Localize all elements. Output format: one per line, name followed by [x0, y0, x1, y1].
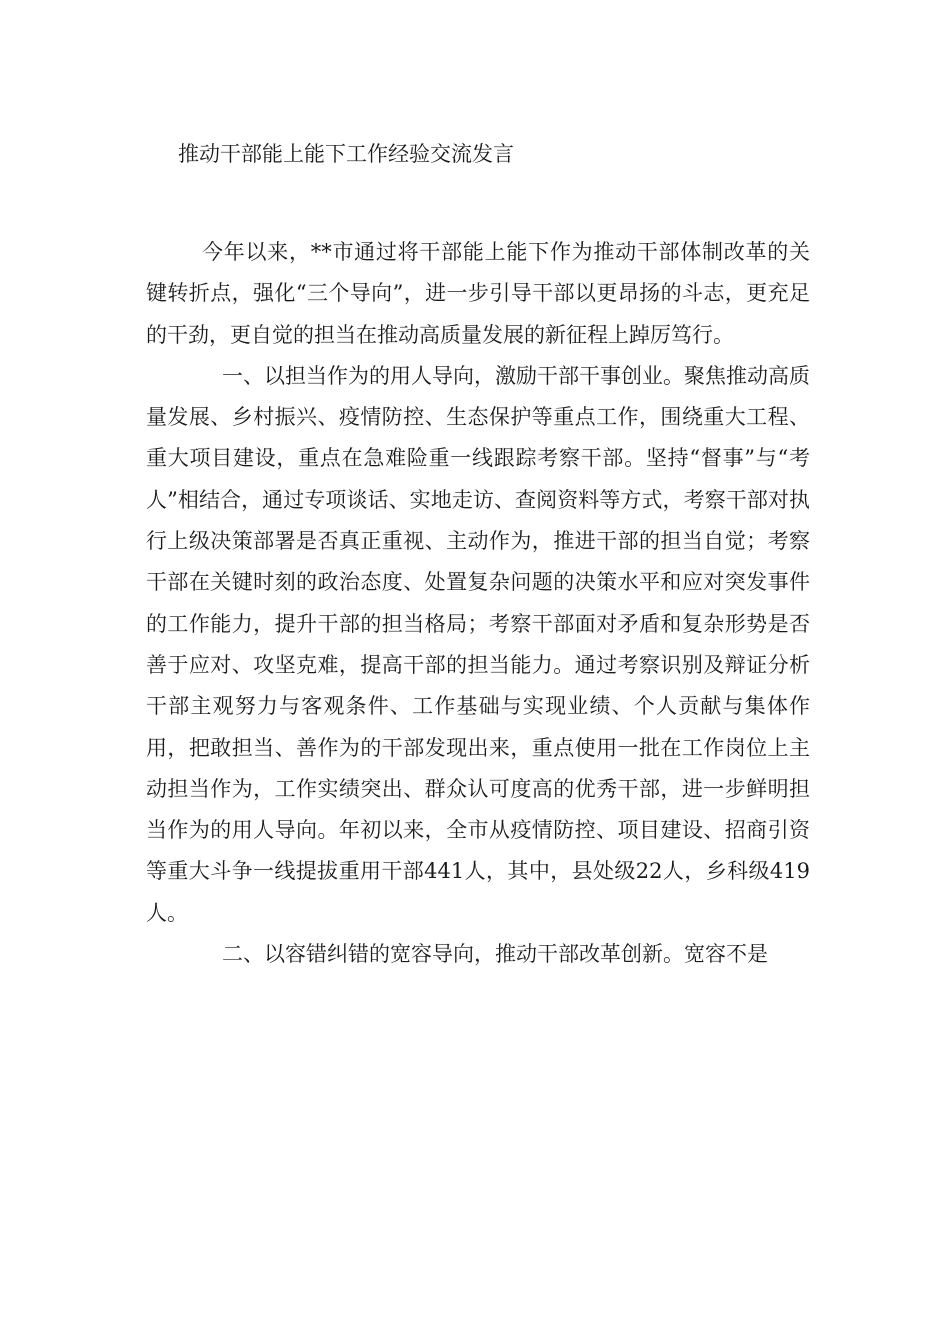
paragraph-section-two: 二、以容错纠错的宽容导向，推动干部改革创新。宽容不是	[222, 942, 768, 967]
paragraph-section-one: 一、以担当作为的用人导向，激励干部干事创业。聚焦推动高质量发展、乡村振兴、疫情防控、生态保护等重点工作，围绕重大工程、重大项目建设，重点在急难险重一线跟踪考察干部。坚持“督事”与“考人”相结合，通过专项谈话、实地走访、查阅资料等方式，考察干部对执行上级决策部署是否真正重视、主动作为，推进干部的担当自觉；考察干部在关键时刻的政治态度、处置复杂问题的决策水平和应对突发事件的工作能力，提升干部的担当格局；考察干部面对矛盾和复杂形势是否善于应对、攻坚克难，提高干部的担当能力。通过考察识别及辩证分析干部主观努力与客观条件、工作基础与实现业绩、个人贡献与集体作用，把敢担当、善作为的干部发现出来，重点使用一批在工作岗位上主动担当作为，工作实绩突出、群众认可度高的优秀干部，进一步鲜明担当作为的用人导向。年初以来，全市从疫情防控、项目建设、招商引资等重大斗争一线提拔重用干部441人，其中，县处级22人，乡科级419人。	[146, 363, 810, 925]
document-title: 推动干部能上能下工作经验交流发言	[178, 142, 514, 166]
paragraph-intro: 今年以来，**市通过将干部能上能下作为推动干部体制改革的关键转折点，强化“三个导向”，进一步引导干部以更昂扬的斗志，更充足的干劲，更自觉的担当在推动高质量发展的新征程上踔厉笃行。	[146, 240, 810, 347]
document-body	[146, 232, 810, 975]
